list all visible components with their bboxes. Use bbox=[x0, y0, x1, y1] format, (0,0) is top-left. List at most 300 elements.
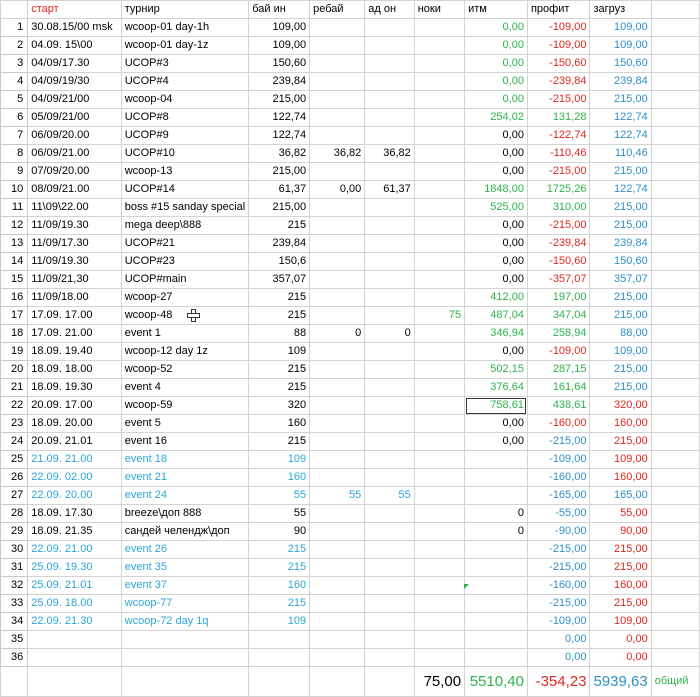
cell-knockouts[interactable] bbox=[414, 127, 464, 145]
cell-knockouts[interactable] bbox=[414, 145, 464, 163]
cell-buyin[interactable]: 122,74 bbox=[249, 109, 310, 127]
cell-profit[interactable]: -160,00 bbox=[527, 469, 590, 487]
cell-tournament[interactable]: wcoop-59 bbox=[121, 397, 248, 415]
cell-tournament[interactable]: UCOP#8 bbox=[121, 109, 248, 127]
row-number[interactable]: 23 bbox=[1, 415, 28, 433]
cell-buyin[interactable]: 320 bbox=[249, 397, 310, 415]
cell-knockouts[interactable] bbox=[414, 19, 464, 37]
cell-load[interactable]: 239,84 bbox=[590, 73, 651, 91]
cell-knockouts[interactable] bbox=[414, 451, 464, 469]
cell-itm[interactable] bbox=[465, 613, 528, 631]
cell-knockouts[interactable] bbox=[414, 397, 464, 415]
cell-addon[interactable] bbox=[365, 127, 414, 145]
cell-profit[interactable]: -110,46 bbox=[527, 145, 590, 163]
cell-rebuy[interactable] bbox=[310, 91, 365, 109]
cell-itm[interactable]: 0,00 bbox=[465, 271, 528, 289]
cell-buyin[interactable]: 215 bbox=[249, 361, 310, 379]
cell-load[interactable]: 55,00 bbox=[590, 505, 651, 523]
row-number[interactable]: 24 bbox=[1, 433, 28, 451]
cell-empty[interactable] bbox=[651, 325, 699, 343]
cell-buyin[interactable]: 160 bbox=[249, 577, 310, 595]
cell-load[interactable]: 215,00 bbox=[590, 217, 651, 235]
cell-rebuy[interactable] bbox=[310, 595, 365, 613]
cell-empty[interactable] bbox=[651, 361, 699, 379]
cell-rebuy[interactable] bbox=[310, 613, 365, 631]
row-number[interactable]: 29 bbox=[1, 523, 28, 541]
cell-buyin[interactable]: 215 bbox=[249, 541, 310, 559]
row-number[interactable]: 10 bbox=[1, 181, 28, 199]
cell-start[interactable]: 20.09. 17.00 bbox=[28, 397, 121, 415]
row-number[interactable]: 31 bbox=[1, 559, 28, 577]
cell-empty[interactable] bbox=[651, 343, 699, 361]
header-itm[interactable]: итм bbox=[465, 1, 528, 19]
cell-profit[interactable]: -109,00 bbox=[527, 613, 590, 631]
cell-rebuy[interactable] bbox=[310, 541, 365, 559]
cell-start[interactable]: 11/09/21,30 bbox=[28, 271, 121, 289]
cell-tournament[interactable]: wcoop-48 bbox=[121, 307, 248, 325]
cell-load[interactable]: 215,00 bbox=[590, 541, 651, 559]
cell-load[interactable]: 0,00 bbox=[590, 649, 651, 667]
cell-load[interactable]: 165,00 bbox=[590, 487, 651, 505]
cell-start[interactable]: 11/09/19.30 bbox=[28, 217, 121, 235]
cell-itm[interactable] bbox=[465, 541, 528, 559]
cell-addon[interactable] bbox=[365, 73, 414, 91]
cell-profit[interactable]: -215,00 bbox=[527, 559, 590, 577]
cell-rebuy[interactable] bbox=[310, 253, 365, 271]
cell-rebuy[interactable] bbox=[310, 379, 365, 397]
cell-rebuy[interactable] bbox=[310, 271, 365, 289]
total-label[interactable]: общий bbox=[651, 667, 699, 697]
cell-tournament[interactable]: wcoop-01 day-1h bbox=[121, 19, 248, 37]
cell-empty[interactable] bbox=[651, 19, 699, 37]
cell-profit[interactable]: -160,00 bbox=[527, 415, 590, 433]
cell-knockouts[interactable] bbox=[414, 91, 464, 109]
row-number[interactable]: 21 bbox=[1, 379, 28, 397]
cell-profit[interactable]: -215,00 bbox=[527, 217, 590, 235]
cell-start[interactable]: 11/09/18.00 bbox=[28, 289, 121, 307]
cell-load[interactable]: 109,00 bbox=[590, 343, 651, 361]
cell-buyin[interactable]: 357,07 bbox=[249, 271, 310, 289]
cell-empty[interactable] bbox=[651, 433, 699, 451]
cell-rebuy[interactable] bbox=[310, 163, 365, 181]
cell-knockouts[interactable] bbox=[414, 181, 464, 199]
cell-knockouts[interactable] bbox=[414, 73, 464, 91]
cell-knockouts[interactable] bbox=[414, 55, 464, 73]
cell-rebuy[interactable] bbox=[310, 343, 365, 361]
total-empty[interactable] bbox=[310, 667, 365, 697]
header-start[interactable]: старт bbox=[28, 1, 121, 19]
cell-tournament[interactable]: UCOP#14 bbox=[121, 181, 248, 199]
row-number[interactable]: 19 bbox=[1, 343, 28, 361]
cell-buyin[interactable] bbox=[249, 649, 310, 667]
cell-start[interactable]: 06/09/21.00 bbox=[28, 145, 121, 163]
cell-knockouts[interactable] bbox=[414, 37, 464, 55]
cell-tournament[interactable]: wcoop-27 bbox=[121, 289, 248, 307]
cell-empty[interactable] bbox=[651, 145, 699, 163]
cell-buyin[interactable]: 109 bbox=[249, 343, 310, 361]
cell-profit[interactable]: 438,61 bbox=[527, 397, 590, 415]
cell-buyin[interactable]: 61,37 bbox=[249, 181, 310, 199]
cell-profit[interactable]: -215,00 bbox=[527, 163, 590, 181]
cell-buyin[interactable]: 109 bbox=[249, 613, 310, 631]
cell-buyin[interactable]: 215 bbox=[249, 289, 310, 307]
cell-start[interactable]: 11/09/17.30 bbox=[28, 235, 121, 253]
cell-rebuy[interactable] bbox=[310, 19, 365, 37]
cell-tournament[interactable]: boss #15 sanday special bbox=[121, 199, 248, 217]
cell-rebuy[interactable] bbox=[310, 469, 365, 487]
cell-profit[interactable]: 1725,26 bbox=[527, 181, 590, 199]
row-number[interactable]: 9 bbox=[1, 163, 28, 181]
cell-tournament[interactable]: UCOP#3 bbox=[121, 55, 248, 73]
cell-tournament[interactable]: breeze\доп 888 bbox=[121, 505, 248, 523]
cell-start[interactable]: 25.09. 18.00 bbox=[28, 595, 121, 613]
cell-rebuy[interactable] bbox=[310, 307, 365, 325]
cell-empty[interactable] bbox=[651, 487, 699, 505]
cell-knockouts[interactable] bbox=[414, 379, 464, 397]
cell-tournament[interactable]: wcoop-04 bbox=[121, 91, 248, 109]
cell-buyin[interactable] bbox=[249, 631, 310, 649]
cell-buyin[interactable]: 55 bbox=[249, 505, 310, 523]
cell-buyin[interactable]: 150,6 bbox=[249, 253, 310, 271]
cell-start[interactable]: 25.09. 21.01 bbox=[28, 577, 121, 595]
cell-itm[interactable]: 0 bbox=[465, 505, 528, 523]
cell-addon[interactable] bbox=[365, 271, 414, 289]
cell-addon[interactable] bbox=[365, 631, 414, 649]
cell-empty[interactable] bbox=[651, 451, 699, 469]
cell-tournament[interactable]: UCOP#23 bbox=[121, 253, 248, 271]
cell-addon[interactable] bbox=[365, 55, 414, 73]
cell-buyin[interactable]: 239,84 bbox=[249, 73, 310, 91]
cell-empty[interactable] bbox=[651, 217, 699, 235]
cell-empty[interactable] bbox=[651, 559, 699, 577]
cell-start[interactable]: 22.09. 20.00 bbox=[28, 487, 121, 505]
cell-profit[interactable]: 197,00 bbox=[527, 289, 590, 307]
cell-rebuy[interactable] bbox=[310, 109, 365, 127]
cell-load[interactable]: 239,84 bbox=[590, 235, 651, 253]
cell-start[interactable]: 18.09. 19.30 bbox=[28, 379, 121, 397]
cell-start[interactable]: 30.08.15/00 msk bbox=[28, 19, 121, 37]
cell-load[interactable]: 109,00 bbox=[590, 37, 651, 55]
cell-rebuy[interactable] bbox=[310, 235, 365, 253]
cell-empty[interactable] bbox=[651, 577, 699, 595]
cell-addon[interactable] bbox=[365, 235, 414, 253]
cell-tournament[interactable]: mega deep\888 bbox=[121, 217, 248, 235]
total-empty[interactable] bbox=[28, 667, 121, 697]
cell-load[interactable]: 160,00 bbox=[590, 415, 651, 433]
cell-tournament[interactable]: UCOP#21 bbox=[121, 235, 248, 253]
cell-itm[interactable]: 346,94 bbox=[465, 325, 528, 343]
cell-itm[interactable]: 254,02 bbox=[465, 109, 528, 127]
cell-addon[interactable] bbox=[365, 559, 414, 577]
cell-start[interactable]: 22.09. 21.30 bbox=[28, 613, 121, 631]
cell-knockouts[interactable] bbox=[414, 613, 464, 631]
row-number[interactable]: 14 bbox=[1, 253, 28, 271]
cell-profit[interactable]: -357,07 bbox=[527, 271, 590, 289]
cell-itm[interactable]: 0,00 bbox=[465, 235, 528, 253]
cell-itm[interactable]: 0,00 bbox=[465, 127, 528, 145]
cell-load[interactable]: 215,00 bbox=[590, 361, 651, 379]
cell-buyin[interactable]: 55 bbox=[249, 487, 310, 505]
header-addon[interactable]: ад он bbox=[365, 1, 414, 19]
cell-load[interactable]: 110,46 bbox=[590, 145, 651, 163]
cell-start[interactable]: 22.09. 21.00 bbox=[28, 541, 121, 559]
cell-profit[interactable]: -109,00 bbox=[527, 343, 590, 361]
cell-tournament[interactable]: wcoop-01 day-1z bbox=[121, 37, 248, 55]
cell-profit[interactable]: 131,28 bbox=[527, 109, 590, 127]
cell-profit[interactable]: -150,60 bbox=[527, 253, 590, 271]
cell-empty[interactable] bbox=[651, 613, 699, 631]
cell-addon[interactable] bbox=[365, 91, 414, 109]
cell-empty[interactable] bbox=[651, 649, 699, 667]
cell-rebuy[interactable] bbox=[310, 73, 365, 91]
cell-buyin[interactable]: 160 bbox=[249, 415, 310, 433]
cell-knockouts[interactable] bbox=[414, 343, 464, 361]
row-number[interactable]: 7 bbox=[1, 127, 28, 145]
total-empty[interactable] bbox=[365, 667, 414, 697]
row-number[interactable]: 35 bbox=[1, 631, 28, 649]
cell-addon[interactable]: 0 bbox=[365, 325, 414, 343]
cell-buyin[interactable]: 109,00 bbox=[249, 37, 310, 55]
row-number[interactable]: 33 bbox=[1, 595, 28, 613]
cell-load[interactable]: 215,00 bbox=[590, 289, 651, 307]
cell-load[interactable]: 215,00 bbox=[590, 199, 651, 217]
row-number[interactable]: 30 bbox=[1, 541, 28, 559]
cell-addon[interactable] bbox=[365, 541, 414, 559]
cell-load[interactable]: 122,74 bbox=[590, 127, 651, 145]
header-load[interactable]: загруз bbox=[590, 1, 651, 19]
row-number[interactable]: 6 bbox=[1, 109, 28, 127]
cell-knockouts[interactable] bbox=[414, 469, 464, 487]
cell-empty[interactable] bbox=[651, 73, 699, 91]
cell-empty[interactable] bbox=[651, 595, 699, 613]
cell-profit[interactable]: 0,00 bbox=[527, 631, 590, 649]
cell-rebuy[interactable] bbox=[310, 217, 365, 235]
cell-empty[interactable] bbox=[651, 379, 699, 397]
cell-itm[interactable]: 0,00 bbox=[465, 343, 528, 361]
cell-itm[interactable]: 758,61 bbox=[465, 397, 528, 415]
cell-rebuy[interactable] bbox=[310, 451, 365, 469]
header-knockouts[interactable]: ноки bbox=[414, 1, 464, 19]
cell-tournament[interactable]: wcoop-12 day 1z bbox=[121, 343, 248, 361]
cell-buyin[interactable]: 215 bbox=[249, 595, 310, 613]
cell-start[interactable]: 04/09/17.30 bbox=[28, 55, 121, 73]
cell-rebuy[interactable] bbox=[310, 649, 365, 667]
cell-buyin[interactable]: 215 bbox=[249, 559, 310, 577]
cell-itm[interactable]: 0,00 bbox=[465, 73, 528, 91]
cell-tournament[interactable]: UCOP#9 bbox=[121, 127, 248, 145]
cell-knockouts[interactable] bbox=[414, 523, 464, 541]
total-load[interactable]: 5939,63 bbox=[590, 667, 651, 697]
cell-itm[interactable]: 0,00 bbox=[465, 19, 528, 37]
cell-empty[interactable] bbox=[651, 523, 699, 541]
cell-profit[interactable]: -55,00 bbox=[527, 505, 590, 523]
cell-profit[interactable]: -215,00 bbox=[527, 91, 590, 109]
cell-addon[interactable] bbox=[365, 109, 414, 127]
cell-buyin[interactable]: 160 bbox=[249, 469, 310, 487]
cell-addon[interactable] bbox=[365, 415, 414, 433]
cell-tournament[interactable]: event 16 bbox=[121, 433, 248, 451]
cell-itm[interactable]: 0,00 bbox=[465, 415, 528, 433]
cell-addon[interactable] bbox=[365, 307, 414, 325]
cell-knockouts[interactable]: 75 bbox=[414, 307, 464, 325]
row-number[interactable]: 32 bbox=[1, 577, 28, 595]
cell-empty[interactable] bbox=[651, 163, 699, 181]
row-number[interactable]: 36 bbox=[1, 649, 28, 667]
cell-knockouts[interactable] bbox=[414, 163, 464, 181]
cell-empty[interactable] bbox=[651, 91, 699, 109]
cell-itm[interactable]: 0,00 bbox=[465, 37, 528, 55]
row-number[interactable]: 16 bbox=[1, 289, 28, 307]
header-rebuy[interactable]: ребай bbox=[310, 1, 365, 19]
cell-buyin[interactable]: 109 bbox=[249, 451, 310, 469]
cell-profit[interactable]: -239,84 bbox=[527, 73, 590, 91]
cell-load[interactable]: 160,00 bbox=[590, 577, 651, 595]
cell-load[interactable]: 357,07 bbox=[590, 271, 651, 289]
cell-rebuy[interactable] bbox=[310, 55, 365, 73]
cell-itm[interactable]: 412,00 bbox=[465, 289, 528, 307]
cell-addon[interactable] bbox=[365, 505, 414, 523]
row-number[interactable]: 13 bbox=[1, 235, 28, 253]
cell-knockouts[interactable] bbox=[414, 289, 464, 307]
cell-load[interactable]: 215,00 bbox=[590, 595, 651, 613]
cell-start[interactable]: 04/09/21/00 bbox=[28, 91, 121, 109]
cell-load[interactable]: 150,60 bbox=[590, 55, 651, 73]
row-number[interactable]: 2 bbox=[1, 37, 28, 55]
cell-itm[interactable]: 0,00 bbox=[465, 55, 528, 73]
cell-rebuy[interactable] bbox=[310, 289, 365, 307]
cell-knockouts[interactable] bbox=[414, 649, 464, 667]
cell-rebuy[interactable] bbox=[310, 415, 365, 433]
cell-itm[interactable] bbox=[465, 487, 528, 505]
cell-start[interactable]: 04/09/19/30 bbox=[28, 73, 121, 91]
row-number[interactable]: 27 bbox=[1, 487, 28, 505]
cell-tournament[interactable]: event 35 bbox=[121, 559, 248, 577]
cell-buyin[interactable]: 36,82 bbox=[249, 145, 310, 163]
cell-empty[interactable] bbox=[651, 541, 699, 559]
row-number[interactable]: 8 bbox=[1, 145, 28, 163]
cell-load[interactable]: 215,00 bbox=[590, 433, 651, 451]
cell-rebuy[interactable] bbox=[310, 631, 365, 649]
corner-cell[interactable] bbox=[1, 1, 28, 19]
cell-knockouts[interactable] bbox=[414, 595, 464, 613]
cell-addon[interactable] bbox=[365, 37, 414, 55]
cell-itm[interactable] bbox=[465, 649, 528, 667]
cell-empty[interactable] bbox=[651, 631, 699, 649]
row-number[interactable]: 12 bbox=[1, 217, 28, 235]
cell-knockouts[interactable] bbox=[414, 559, 464, 577]
row-number[interactable]: 28 bbox=[1, 505, 28, 523]
cell-load[interactable]: 109,00 bbox=[590, 613, 651, 631]
cell-tournament[interactable]: UCOP#4 bbox=[121, 73, 248, 91]
cell-load[interactable]: 215,00 bbox=[590, 559, 651, 577]
cell-start[interactable]: 11\09\22.00 bbox=[28, 199, 121, 217]
cell-buyin[interactable]: 150,60 bbox=[249, 55, 310, 73]
cell-addon[interactable] bbox=[365, 379, 414, 397]
cell-buyin[interactable]: 215 bbox=[249, 379, 310, 397]
cell-load[interactable]: 88,00 bbox=[590, 325, 651, 343]
cell-profit[interactable]: -160,00 bbox=[527, 577, 590, 595]
cell-addon[interactable] bbox=[365, 163, 414, 181]
row-number[interactable]: 18 bbox=[1, 325, 28, 343]
cell-addon[interactable] bbox=[365, 613, 414, 631]
cell-empty[interactable] bbox=[651, 235, 699, 253]
cell-addon[interactable] bbox=[365, 523, 414, 541]
cell-itm[interactable]: 0,00 bbox=[465, 433, 528, 451]
cell-start[interactable]: 07/09/20.00 bbox=[28, 163, 121, 181]
cell-start[interactable] bbox=[28, 631, 121, 649]
cell-profit[interactable]: -239,84 bbox=[527, 235, 590, 253]
cell-empty[interactable] bbox=[651, 469, 699, 487]
cell-start[interactable]: 18.09. 20.00 bbox=[28, 415, 121, 433]
cell-addon[interactable] bbox=[365, 397, 414, 415]
cell-profit[interactable]: -215,00 bbox=[527, 433, 590, 451]
cell-empty[interactable] bbox=[651, 307, 699, 325]
cell-profit[interactable]: -109,00 bbox=[527, 451, 590, 469]
cell-itm[interactable]: 487,04 bbox=[465, 307, 528, 325]
cell-addon[interactable]: 61,37 bbox=[365, 181, 414, 199]
cell-profit[interactable]: -215,00 bbox=[527, 541, 590, 559]
cell-start[interactable]: 18.09. 18.00 bbox=[28, 361, 121, 379]
cell-empty[interactable] bbox=[651, 127, 699, 145]
cell-rebuy[interactable]: 36,82 bbox=[310, 145, 365, 163]
cell-addon[interactable] bbox=[365, 253, 414, 271]
cell-knockouts[interactable] bbox=[414, 109, 464, 127]
cell-knockouts[interactable] bbox=[414, 253, 464, 271]
cell-addon[interactable] bbox=[365, 199, 414, 217]
cell-profit[interactable]: -150,60 bbox=[527, 55, 590, 73]
row-number[interactable]: 1 bbox=[1, 19, 28, 37]
cell-start[interactable]: 17.09. 21.00 bbox=[28, 325, 121, 343]
cell-itm[interactable]: 376,64 bbox=[465, 379, 528, 397]
cell-start[interactable]: 11/09/19.30 bbox=[28, 253, 121, 271]
cell-knockouts[interactable] bbox=[414, 271, 464, 289]
cell-empty[interactable] bbox=[651, 109, 699, 127]
cell-rebuy[interactable] bbox=[310, 433, 365, 451]
cell-load[interactable]: 109,00 bbox=[590, 19, 651, 37]
cell-itm[interactable] bbox=[465, 559, 528, 577]
cell-itm[interactable]: 502,15 bbox=[465, 361, 528, 379]
cell-profit[interactable]: -165,00 bbox=[527, 487, 590, 505]
cell-load[interactable]: 109,00 bbox=[590, 451, 651, 469]
cell-profit[interactable]: 347,04 bbox=[527, 307, 590, 325]
cell-knockouts[interactable] bbox=[414, 235, 464, 253]
cell-empty[interactable] bbox=[651, 505, 699, 523]
cell-tournament[interactable]: event 21 bbox=[121, 469, 248, 487]
cell-empty[interactable] bbox=[651, 37, 699, 55]
row-number[interactable]: 11 bbox=[1, 199, 28, 217]
cell-buyin[interactable]: 109,00 bbox=[249, 19, 310, 37]
cell-buyin[interactable]: 88 bbox=[249, 325, 310, 343]
cell-knockouts[interactable] bbox=[414, 361, 464, 379]
row-number[interactable]: 3 bbox=[1, 55, 28, 73]
cell-tournament[interactable]: event 1 bbox=[121, 325, 248, 343]
total-empty[interactable] bbox=[1, 667, 28, 697]
cell-tournament[interactable]: event 4 bbox=[121, 379, 248, 397]
cell-rebuy[interactable] bbox=[310, 505, 365, 523]
cell-itm[interactable]: 0,00 bbox=[465, 91, 528, 109]
cell-empty[interactable] bbox=[651, 271, 699, 289]
cell-itm[interactable]: 0,00 bbox=[465, 145, 528, 163]
cell-profit[interactable]: 287,15 bbox=[527, 361, 590, 379]
cell-tournament[interactable]: event 18 bbox=[121, 451, 248, 469]
cell-knockouts[interactable] bbox=[414, 433, 464, 451]
cell-itm[interactable]: 525,00 bbox=[465, 199, 528, 217]
cell-start[interactable]: 18.09. 17.30 bbox=[28, 505, 121, 523]
cell-itm[interactable]: 0,00 bbox=[465, 163, 528, 181]
cell-buyin[interactable]: 215 bbox=[249, 217, 310, 235]
cell-start[interactable]: 18.09. 21.35 bbox=[28, 523, 121, 541]
cell-tournament[interactable]: wcoop-13 bbox=[121, 163, 248, 181]
